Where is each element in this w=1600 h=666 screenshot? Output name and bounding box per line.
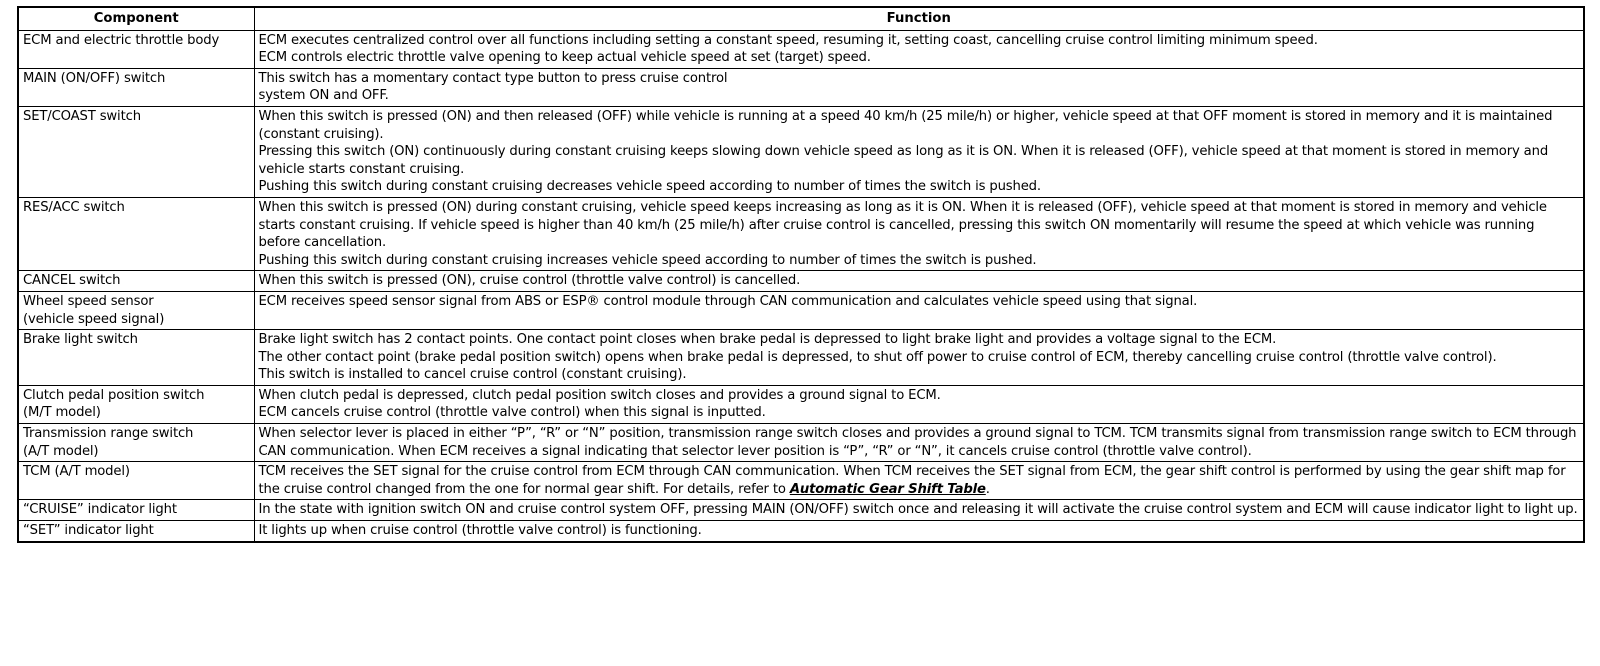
component-cell (18, 197, 254, 270)
component-name: “CRUISE” indicator light (23, 502, 177, 518)
component-name: RES/ACC switch (23, 199, 125, 215)
function-cell (254, 291, 1584, 329)
function-cell (254, 30, 1584, 68)
function-text: This switch is installed to cancel cruise control (constant cruising). (258, 367, 687, 383)
table-row (18, 271, 1584, 292)
function-text: system ON and OFF. (258, 88, 389, 104)
function-cell (254, 385, 1584, 423)
component-cell (18, 385, 254, 423)
function-cell (254, 500, 1584, 521)
table-row (18, 385, 1584, 423)
component-name: Clutch pedal position switch (23, 387, 205, 403)
table-row (18, 500, 1584, 521)
function-text: When selector lever is placed in either “P”, “R” or “N” position, transmission range switch closes and provides a ground signal to TCM. TCM transmits signal from transmission range switch to ECM through CAN communication. When ECM receives a signal indicating that selector lever position is “P”, “R” or “N”, it cancels cruise control (throttle valve control). (258, 426, 1577, 459)
component-name: Brake light switch (23, 332, 138, 348)
function-cell (254, 197, 1584, 270)
component-name: CANCEL switch (23, 273, 121, 289)
header-component: Component (18, 7, 254, 30)
component-cell (18, 68, 254, 106)
function-text-body: TCM receives the SET signal for the cruise control from ECM through CAN communication. When TCM receives the SET signal from ECM, the gear shift control is performed by using the gear shift map for the cruise control changed from the one for normal gear shift. For details, refer to (258, 464, 1566, 497)
component-cell (18, 271, 254, 292)
document-page (17, 6, 1583, 543)
function-text-end: . (985, 481, 990, 497)
table-row (18, 462, 1584, 500)
automatic-gear-shift-table-link[interactable]: Automatic Gear Shift Table (789, 481, 986, 497)
header-function: Function (254, 7, 1584, 30)
function-cell (254, 106, 1584, 197)
component-name: “SET” indicator light (23, 523, 154, 539)
component-cell (18, 330, 254, 386)
component-cell (18, 521, 254, 542)
function-text (259, 463, 1580, 498)
function-text: Pushing this switch during constant cruising increases vehicle speed according to number of times the switch is pushed. (258, 252, 1037, 268)
component-qualifier: (vehicle speed signal) (23, 311, 165, 327)
function-text: When this switch is pressed (ON) during constant cruising, vehicle speed keeps increasing as long as it is ON. When it is released (OFF), vehicle speed at that moment is stored in memory and vehicle starts constant cruising. If vehicle speed is higher than 40 km/h (25 mile/h) after cruise control is cancelled, pressing this switch ON momentarily will resume the speed at which vehicle was running before cancellation. (258, 199, 1547, 251)
function-cell (254, 521, 1584, 542)
function-cell (254, 424, 1584, 462)
function-text: ECM receives speed sensor signal from ABS or ESP® control module through CAN communication and calculates vehicle speed using that signal. (258, 293, 1198, 309)
component-qualifier: (M/T model) (23, 405, 101, 421)
function-text: ECM controls electric throttle valve opening to keep actual vehicle speed at set (target) speed. (258, 50, 871, 66)
table-row (18, 106, 1584, 197)
function-text: Pushing this switch during constant cruising decreases vehicle speed according to number of times the switch is pushed. (258, 179, 1041, 195)
function-text: ECM executes centralized control over all functions including setting a constant speed, resuming it, setting coast, cancelling cruise control limiting minimum speed. (258, 32, 1318, 48)
component-cell (18, 424, 254, 462)
component-name: Wheel speed sensor (23, 293, 154, 309)
function-text: ECM cancels cruise control (throttle valve control) when this signal is inputted. (258, 405, 766, 421)
function-cell (254, 271, 1584, 292)
component-name: ECM and electric throttle body (23, 32, 220, 48)
component-cell (18, 500, 254, 521)
function-cell (254, 462, 1584, 500)
table-row (18, 30, 1584, 68)
function-text: It lights up when cruise control (throttle valve control) is functioning. (258, 523, 702, 539)
table-row (18, 521, 1584, 542)
component-cell (18, 30, 254, 68)
component-name: MAIN (ON/OFF) switch (23, 70, 166, 86)
function-text: The other contact point (brake pedal position switch) opens when brake pedal is depressed, to shut off power to cruise control of ECM, thereby cancelling cruise control (throttle valve control). (258, 349, 1497, 365)
function-text: When clutch pedal is depressed, clutch pedal position switch closes and provides a ground signal to ECM. (258, 387, 941, 403)
table-row (18, 68, 1584, 106)
function-text: In the state with ignition switch ON and cruise control system OFF, pressing MAIN (ON/OFF) switch once and releasing it will activate the cruise control system and ECM will cause indicator light to light up. (258, 502, 1578, 518)
component-qualifier: (A/T model) (23, 443, 99, 459)
function-text: When this switch is pressed (ON), cruise control (throttle valve control) is cancelled. (258, 273, 801, 289)
table-row (18, 330, 1584, 386)
table-row (18, 291, 1584, 329)
component-cell (18, 462, 254, 500)
component-cell (18, 291, 254, 329)
component-name: Transmission range switch (23, 426, 194, 442)
function-text: Brake light switch has 2 contact points. One contact point closes when brake pedal is depressed to light brake light and provides a voltage signal to the ECM. (258, 332, 1277, 348)
component-name: SET/COAST switch (23, 108, 141, 124)
cruise-control-components-table (17, 6, 1585, 543)
component-cell (18, 106, 254, 197)
table-header-row (18, 7, 1584, 30)
table-row (18, 197, 1584, 270)
function-text: When this switch is pressed (ON) and then released (OFF) while vehicle is running at a speed 40 km/h (25 mile/h) or higher, vehicle speed at that OFF moment is stored in memory and it is maintained (constant cruising). (258, 108, 1553, 142)
table-row (18, 424, 1584, 462)
function-text: This switch has a momentary contact type button to press cruise control (258, 70, 728, 86)
function-text: Pressing this switch (ON) continuously during constant cruising keeps slowing down vehicle speed as long as it is ON. When it is released (OFF), vehicle speed at that moment is stored in memory and vehicle starts constant cruising. (258, 144, 1549, 177)
component-name: TCM (A/T model) (23, 464, 130, 480)
function-cell (254, 330, 1584, 386)
function-cell (254, 68, 1584, 106)
